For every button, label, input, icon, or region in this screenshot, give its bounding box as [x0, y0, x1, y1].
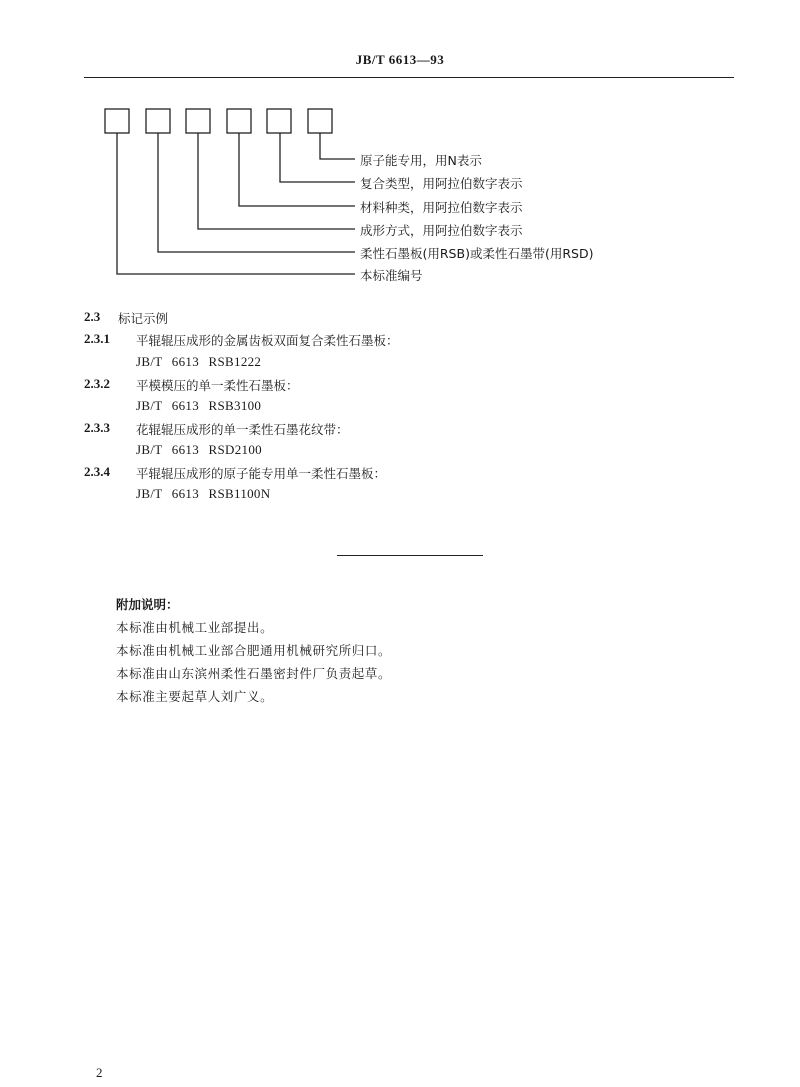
diagram-label-forming-method: 成形方式，用阿拉伯数字表示	[360, 223, 523, 238]
note-line: 本标准由山东滨州柔性石墨密封件厂负责起草。	[116, 666, 392, 681]
standard-code-header: JB/T 6613—93	[355, 52, 445, 67]
example-code: JB/T 6613 RSB1100N	[136, 486, 271, 501]
diagram-label-nuclear: 原子能专用，用N表示	[360, 153, 482, 168]
example-description: 平模模压的单一柔性石墨板：	[136, 378, 299, 393]
code-box-4	[227, 109, 251, 133]
code-box-2	[146, 109, 170, 133]
code-box-1	[105, 109, 129, 133]
page-number: 2	[96, 1065, 103, 1080]
leader-line-4	[239, 133, 355, 206]
end-of-text-rule	[337, 555, 483, 556]
example-description: 花辊辊压成形的单一柔性石墨花纹带：	[136, 422, 349, 437]
example-number: 2.3.1	[84, 331, 110, 346]
example-description: 平辊辊压成形的原子能专用单一柔性石墨板：	[136, 466, 387, 481]
diagram-label-composite-type: 复合类型，用阿拉伯数字表示	[360, 176, 523, 191]
diagram-label-standard-number: 本标准编号	[360, 268, 423, 283]
code-box-6	[308, 109, 332, 133]
note-line: 本标准由机械工业部提出。	[116, 620, 274, 635]
note-line: 本标准由机械工业部合肥通用机械研究所归口。	[116, 643, 392, 658]
note-line: 本标准主要起草人刘广义。	[116, 689, 274, 704]
code-box-5	[267, 109, 291, 133]
example-number: 2.3.2	[84, 376, 110, 391]
example-code: JB/T 6613 RSD2100	[136, 442, 262, 457]
example-description: 平辊辊压成形的金属齿板双面复合柔性石墨板：	[136, 333, 399, 348]
diagram-label-product-type: 柔性石墨板(用RSB)或柔性石墨带(用RSD)	[360, 246, 594, 261]
leader-line-1	[117, 133, 355, 274]
example-number: 2.3.4	[84, 464, 110, 479]
code-box-3	[186, 109, 210, 133]
example-number: 2.3.3	[84, 420, 110, 435]
leader-line-3	[198, 133, 355, 229]
diagram-label-material-type: 材料种类，用阿拉伯数字表示	[360, 200, 523, 215]
leader-line-6	[320, 133, 355, 159]
example-code: JB/T 6613 RSB1222	[136, 354, 262, 369]
section-title: 标记示例	[118, 311, 169, 326]
leader-line-2	[158, 133, 355, 252]
leader-line-5	[280, 133, 355, 182]
example-code: JB/T 6613 RSB3100	[136, 398, 262, 413]
section-number: 2.3	[84, 309, 101, 324]
notes-title: 附加说明：	[116, 597, 179, 612]
